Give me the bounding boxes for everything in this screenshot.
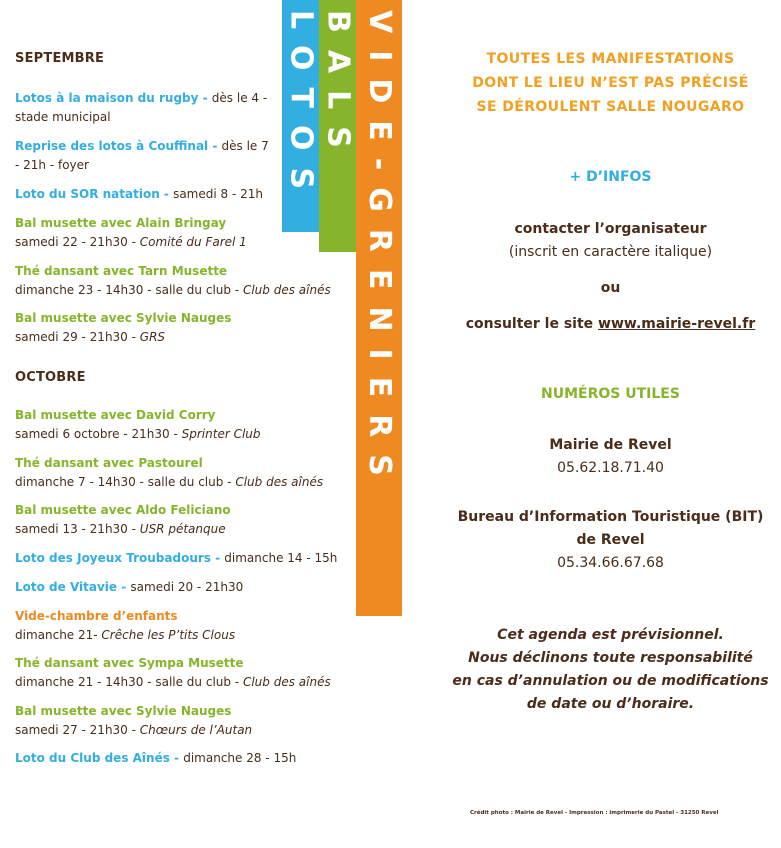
event-item: Bal musette avec Sylvie Nauges samedi 29 - 21h30 - GRS <box>15 311 232 344</box>
event-item: Vide-chambre d’enfants dimanche 21- Crêche les P’tits Clous <box>15 609 236 642</box>
event-item: Bal musette avec David Corry samedi 6 octobre - 21h30 - Sprinter Club <box>15 408 261 441</box>
website-link[interactable]: www.mairie-revel.fr <box>598 316 756 332</box>
mairie-contact: Mairie de Revel 05.62.18.71.40 <box>440 434 781 480</box>
bals-band-label: BALS <box>320 10 356 165</box>
useful-numbers-heading: NUMÉROS UTILES <box>541 386 680 402</box>
event-item: Loto du Club des Aînés - dimanche 28 - 15h <box>15 751 297 765</box>
contact-organizer-text: contacter l’organisateur (inscrit en caractère italique) <box>508 221 713 260</box>
lotos-band-label: LOTOS <box>283 10 319 207</box>
event-item: Loto des Joyeux Troubadours - dimanche 14 - 15h <box>15 551 338 565</box>
event-item: Reprise des lotos à Couffinal - dès le 7 - 21h - foyer <box>15 139 269 172</box>
month-heading-september: SEPTEMBRE <box>15 51 105 66</box>
event-item: Thé dansant avec Pastourel dimanche 7 - 14h30 - salle du club - Club des aînés <box>15 456 324 489</box>
website-line: consulter le site www.mairie-revel.fr <box>465 316 756 332</box>
event-item: Bal musette avec Aldo Feliciano samedi 13 - 21h30 - USR pétanque <box>15 503 231 536</box>
event-item: Bal musette avec Alain Bringay samedi 22 - 21h30 - Comité du Farel 1 <box>15 216 247 249</box>
bit-phone: 05.34.66.67.68 <box>557 555 664 571</box>
agenda-disclaimer: Cet agenda est prévisionnel. Nous déclinons toute responsabilité en cas d’annulation ou de modifications de date ou d’horaire. <box>452 627 769 712</box>
photo-credit: Crédit photo : Mairie de Revel - Impression : imprimerie du Pastel - 31250 Revel <box>470 810 719 816</box>
vide-greniers-band-label: VIDE-GRENIERS <box>362 10 397 493</box>
vide-greniers-band <box>356 0 402 616</box>
location-notice: TOUTES LES MANIFESTATIONS DONT LE LIEU N’EST PAS PRÉCISÉ SE DÉROULENT SALLE NOUGARO <box>472 51 749 115</box>
event-item: Loto du SOR natation - samedi 8 - 21h <box>15 187 263 201</box>
event-item: Bal musette avec Sylvie Nauges samedi 27 - 21h30 - Chœurs de l’Autan <box>15 704 253 737</box>
month-heading-october: OCTOBRE <box>15 370 86 385</box>
event-item: Loto de Vitavie - samedi 20 - 21h30 <box>15 580 244 594</box>
more-info-heading: + D’INFOS <box>569 169 652 185</box>
bit-contact: Bureau d’Information Touristique (BIT) de Revel 05.34.66.67.68 <box>440 506 781 575</box>
event-item: Thé dansant avec Tarn Musette dimanche 23 - 14h30 - salle du club - Club des aînés <box>15 264 331 297</box>
event-item: Lotos à la maison du rugby - dès le 4 - stade municipal <box>15 91 268 124</box>
event-item: Thé dansant avec Sympa Musette dimanche 21 - 14h30 - salle du club - Club des aînés <box>15 656 331 689</box>
or-text: ou <box>600 280 621 296</box>
mairie-phone: 05.62.18.71.40 <box>557 460 664 476</box>
